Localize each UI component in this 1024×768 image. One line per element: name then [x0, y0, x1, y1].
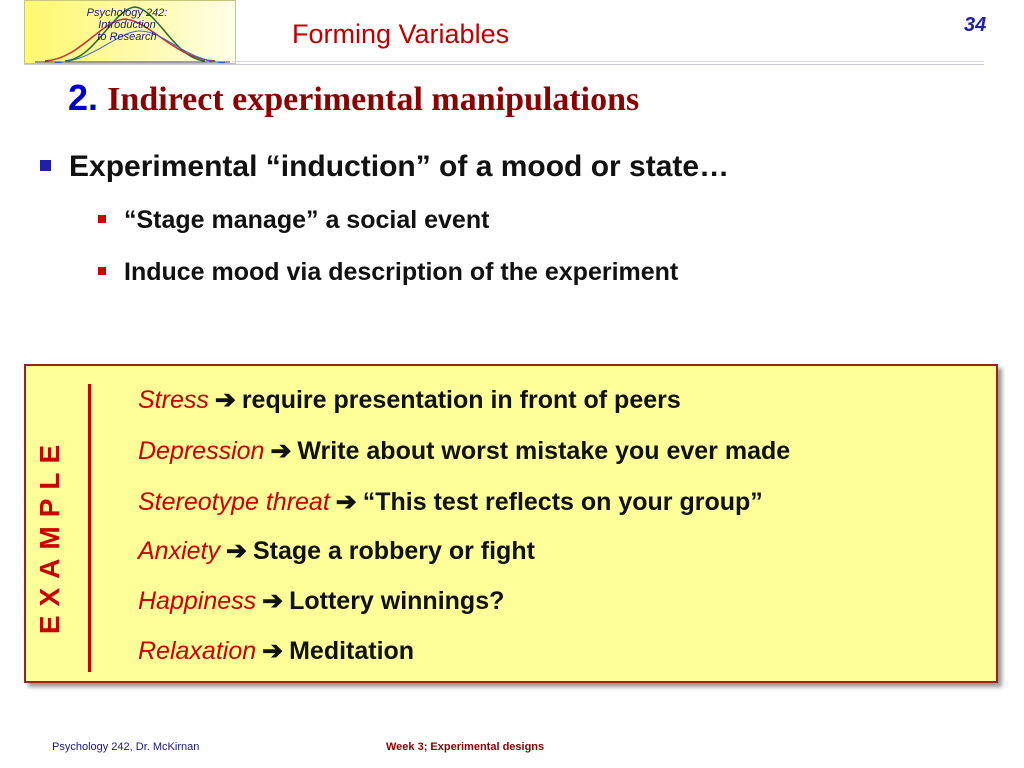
- example-text: Write about worst mistake you ever made: [297, 437, 791, 465]
- example-item: [138, 487, 763, 517]
- example-item: [138, 636, 414, 666]
- example-term: Relaxation: [138, 637, 257, 665]
- main-bullet-text: Experimental “induction” of a mood or state…: [69, 150, 730, 183]
- section-heading: [68, 77, 639, 119]
- bullet-square-icon: [40, 160, 51, 171]
- logo-line-1: Psychology 242:: [86, 7, 168, 19]
- arrow-right-icon: ➔: [214, 386, 236, 414]
- example-text: “This test reflects on your group”: [362, 488, 763, 516]
- header-divider-upper: [232, 61, 984, 62]
- example-term: Depression: [138, 437, 265, 465]
- arrow-right-icon: ➔: [225, 537, 247, 565]
- arrow-right-icon: ➔: [262, 587, 284, 615]
- heading-text: Indirect experimental manipulations: [107, 81, 640, 118]
- example-text: require presentation in front of peers: [241, 386, 681, 414]
- example-item: [138, 436, 790, 466]
- example-item: [138, 536, 535, 566]
- example-term: Anxiety: [138, 537, 220, 565]
- arrow-right-icon: ➔: [270, 437, 292, 465]
- sub-bullet-text: “Stage manage” a social event: [124, 206, 490, 234]
- example-text: Meditation: [289, 637, 415, 665]
- heading-number: 2.: [68, 77, 99, 118]
- arrow-right-icon: ➔: [262, 637, 284, 665]
- slide-title: Forming Variables: [292, 19, 510, 49]
- sub-bullet-text: Induce mood via description of the experiment: [124, 258, 679, 286]
- arrow-right-icon: ➔: [335, 488, 357, 516]
- course-logo: [24, 0, 236, 64]
- bullet-square-icon: [98, 215, 106, 223]
- main-bullet: [40, 150, 729, 184]
- footer-left: Psychology 242, Dr. McKirnan: [52, 741, 200, 753]
- example-item: [138, 586, 504, 616]
- example-text: Stage a robbery or fight: [252, 537, 535, 565]
- example-divider: [88, 384, 91, 672]
- example-term: Stereotype threat: [138, 488, 330, 516]
- sub-bullet: [98, 206, 489, 235]
- logo-line-2: Introduction: [98, 19, 156, 31]
- slide-number: 34: [964, 14, 987, 36]
- example-label: [20, 420, 80, 650]
- footer-right: Week 3; Experimental designs: [386, 741, 545, 753]
- example-text: Lottery winnings?: [289, 587, 505, 615]
- example-item: [138, 385, 681, 415]
- sub-bullet: [98, 258, 678, 287]
- example-term: Stress: [138, 386, 209, 414]
- header-divider: [24, 64, 984, 65]
- example-term: Happiness: [138, 587, 257, 615]
- logo-line-3: to Research: [97, 31, 157, 43]
- example-label-text: EXAMPLE: [34, 435, 65, 635]
- bullet-square-icon: [98, 267, 106, 275]
